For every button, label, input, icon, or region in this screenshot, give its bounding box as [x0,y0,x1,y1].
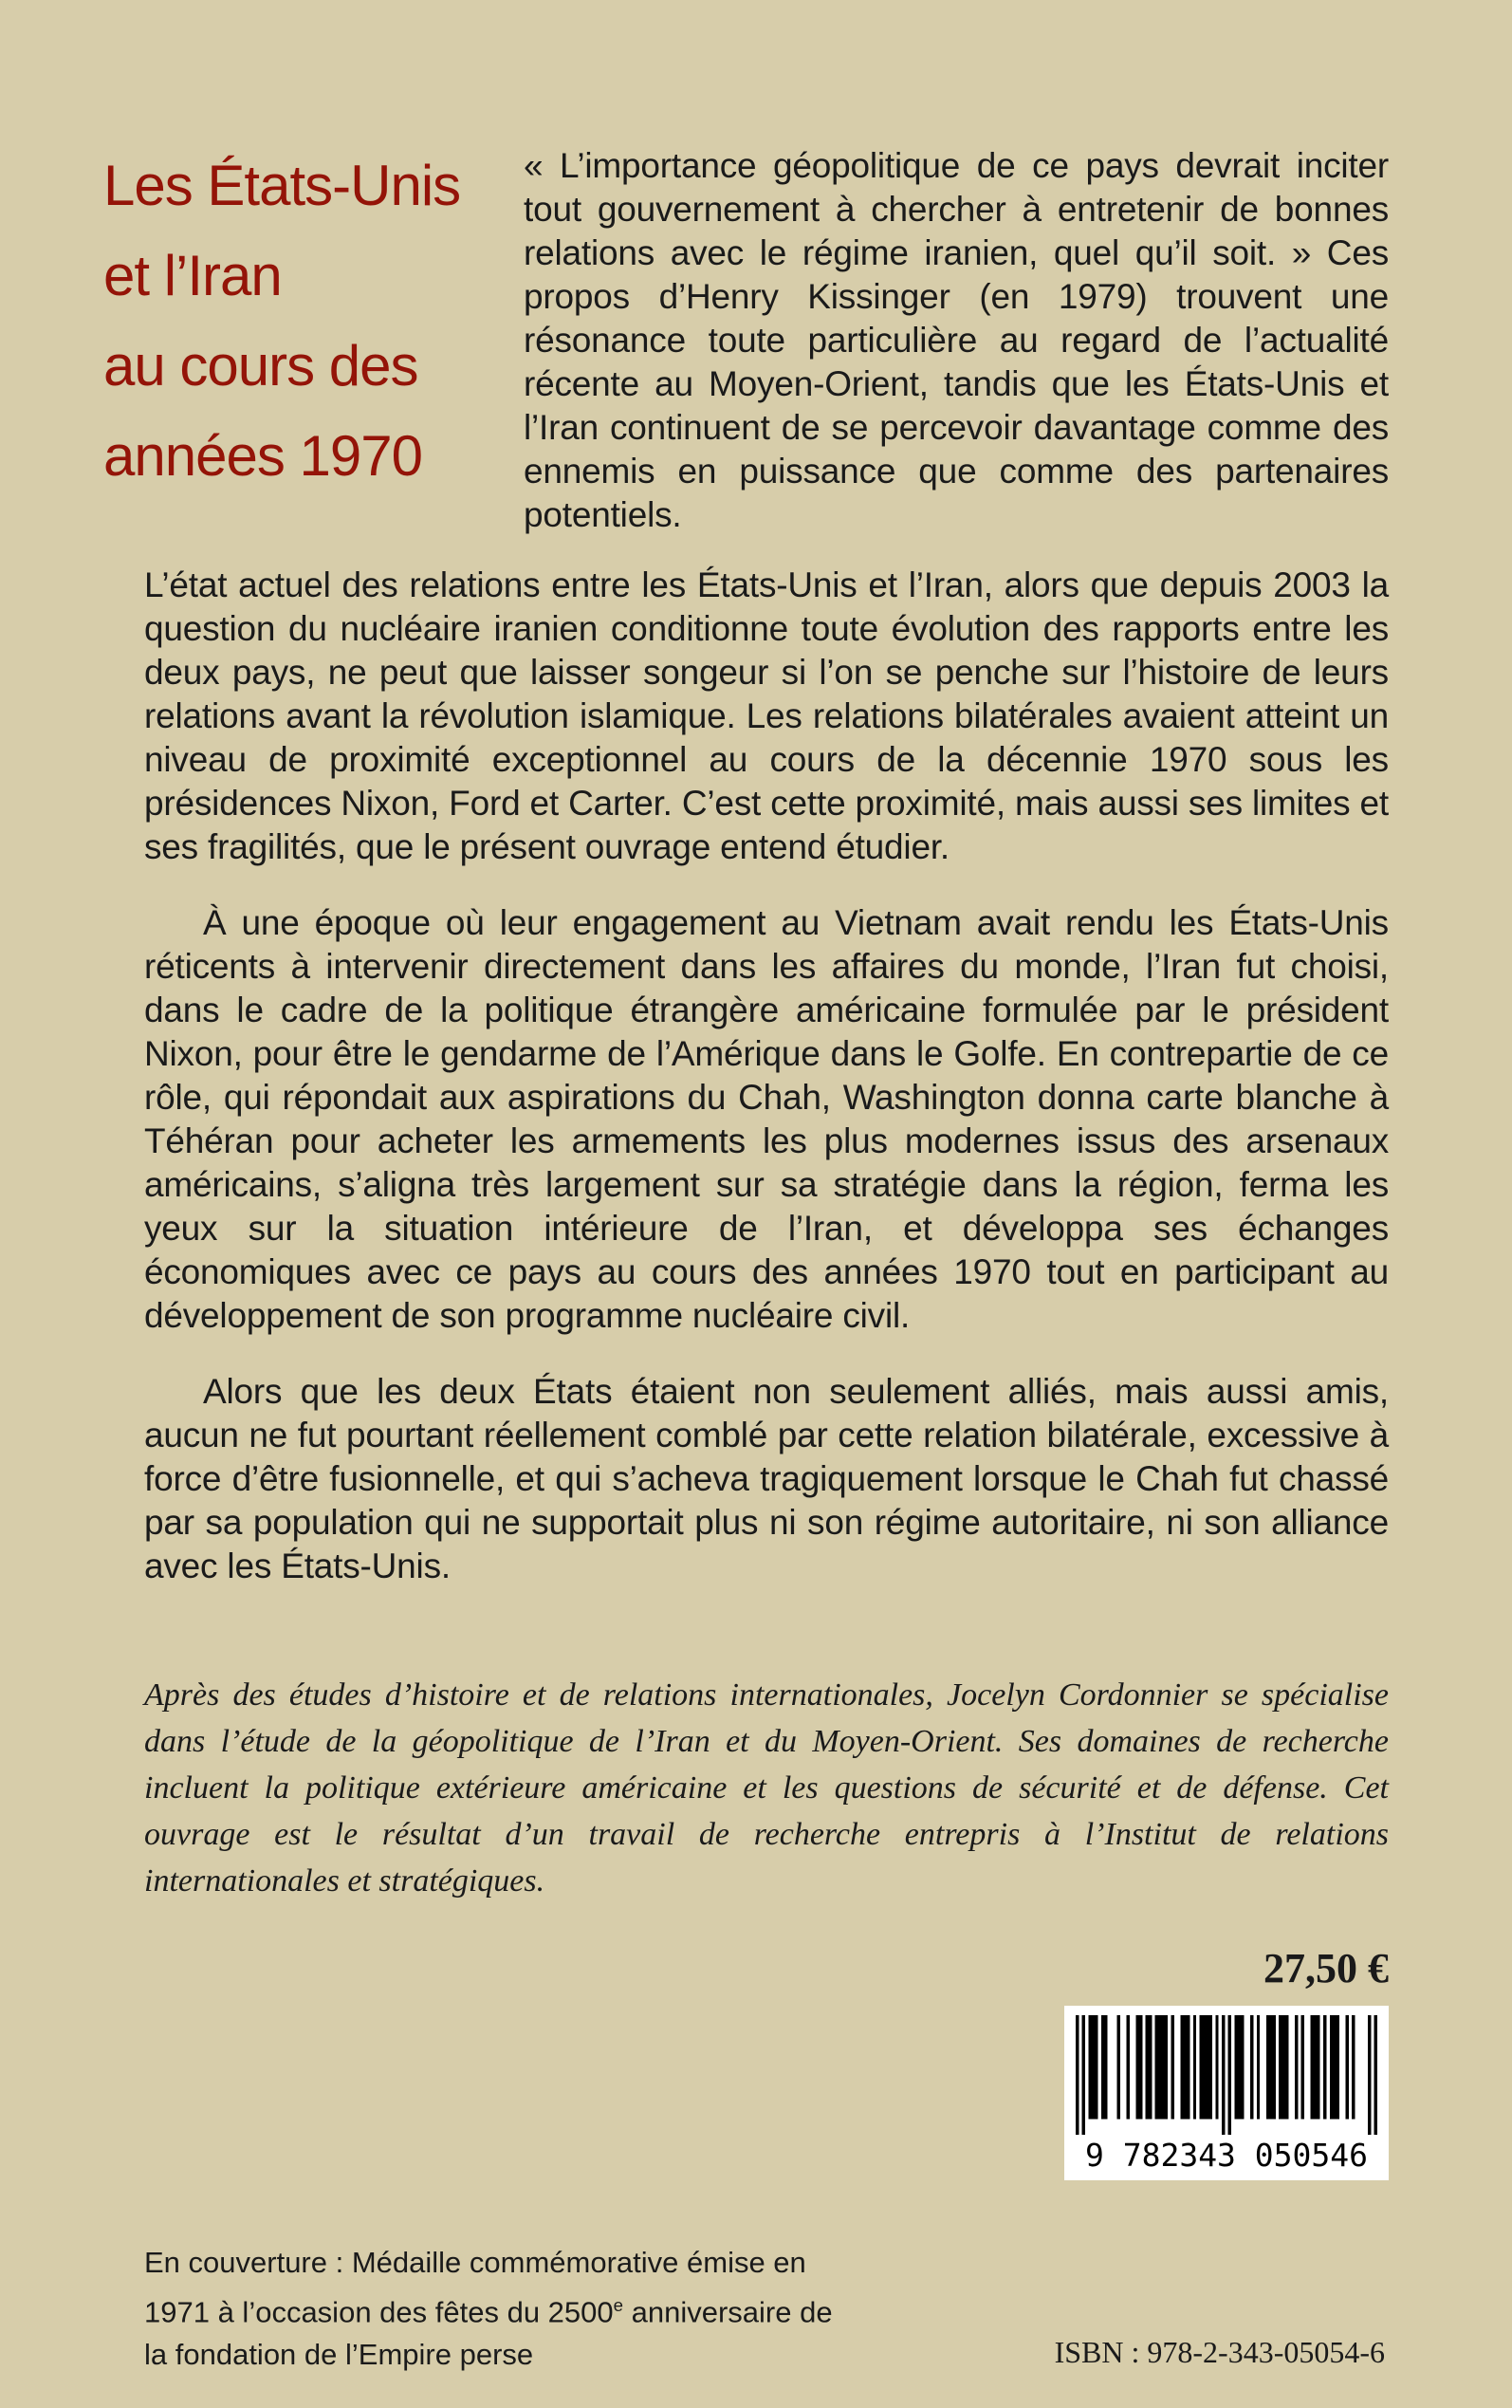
book-title [103,140,524,501]
price-row [144,1944,1389,1992]
header-section [103,140,1389,537]
cover-note-text: En couverture : Médaille commémorative émise en 1971 à l’occasion des fêtes du 2500 [144,2245,806,2328]
footer-section [144,2241,1389,2376]
barcode-digits: 9 782343 050546 [1084,2137,1368,2174]
quote-paragraph: « L’importance géopolitique de ce pays devrait inciter tout gouvernement à chercher à entretenir de bonnes relations avec le régime iranien, quel qu’il soit. » Ces propos d’Henry Kissinger (en 1979) trouvent une résonance toute particulière au regard de l’actualité récente au Moyen-Orient, tandis que les États-Unis et l’Iran continuent de se percevoir davantage comme des ennemis en puissance que comme des partenaires potentiels. [524,146,1389,534]
synopsis-section [144,564,1389,1904]
author-bio: Après des études d’histoire et de relations internationales, Jocelyn Cordonnier se spécialise dans l’étude de la géopolitique de l’Iran et du Moyen-Orient. Ses domaines de recherche incluent la politique extérieure américaine et les questions de sécurité et de défense. Cet ouvrage est le résultat d’un travail de recherche entrepris à l’Institut de relations internationales et stratégiques. [144,1677,1389,1899]
body-paragraph: Alors que les deux États étaient non seulement alliés, mais aussi amis, aucun ne fut pourtant réellement comblé par cette relation bilatérale, excessive à force d’être fusionnelle, et qui s’acheva tragiquement lorsque le Chah fut chassé par sa population qui ne supportait plus ni son régime autoritaire, ni son alliance avec les États-Unis. [144,1372,1389,1585]
cover-note [144,2241,846,2376]
title-line: au cours des [103,334,418,398]
title-line: années 1970 [103,424,422,488]
cover-note-superscript: e [613,2294,623,2315]
body-paragraph: L’état actuel des relations entre les États-Unis et l’Iran, alors que depuis 2003 la question du nucléaire iranien conditionne toute évolution des rapports entre les deux pays, ne peut que laisser songeur si l’on se penche sur l’histoire de leurs relations avant la révolution islamique. Les relations bilatérales avaient atteint un niveau de proximité exceptionnel au cours de la décennie 1970 sous les présidences Nixon, Ford et Carter. C’est cette proximité, mais aussi ses limites et ses fragilités, que le présent ouvrage entend étudier. [144,565,1389,866]
isbn: ISBN : 978-2-343-05054-6 [1054,2335,1385,2369]
title-line: Les États-Unis [103,154,461,217]
title-line: et l’Iran [103,244,282,307]
cover-note-text: anniversaire de la fondation de l’Empire perse [144,2295,833,2371]
body-paragraph: À une époque où leur engagement au Vietnam avait rendu les États-Unis réticents à intervenir directement dans les affaires du monde, l’Iran fut choisi, dans le cadre de la politique étrangère américaine formulée par le président Nixon, pour être le gendarme de l’Amérique dans le Golfe. En contrepartie de ce rôle, qui répondait aux aspirations du Chah, Washington donna carte blanche à Téhéran pour acheter les armements les plus modernes issus des arsenaux américains, s’aligna très largement sur sa stratégie dans la région, ferma les yeux sur la situation intérieure de l’Iran, et développa ses échanges économiques avec ce pays au cours des années 1970 tout en participant au développement de son programme nucléaire civil. [144,903,1389,1335]
barcode-bars [1076,2015,1377,2135]
barcode [1064,2006,1389,2180]
barcode-row [144,2006,1389,2180]
price: 27,50 € [1263,1945,1389,1991]
